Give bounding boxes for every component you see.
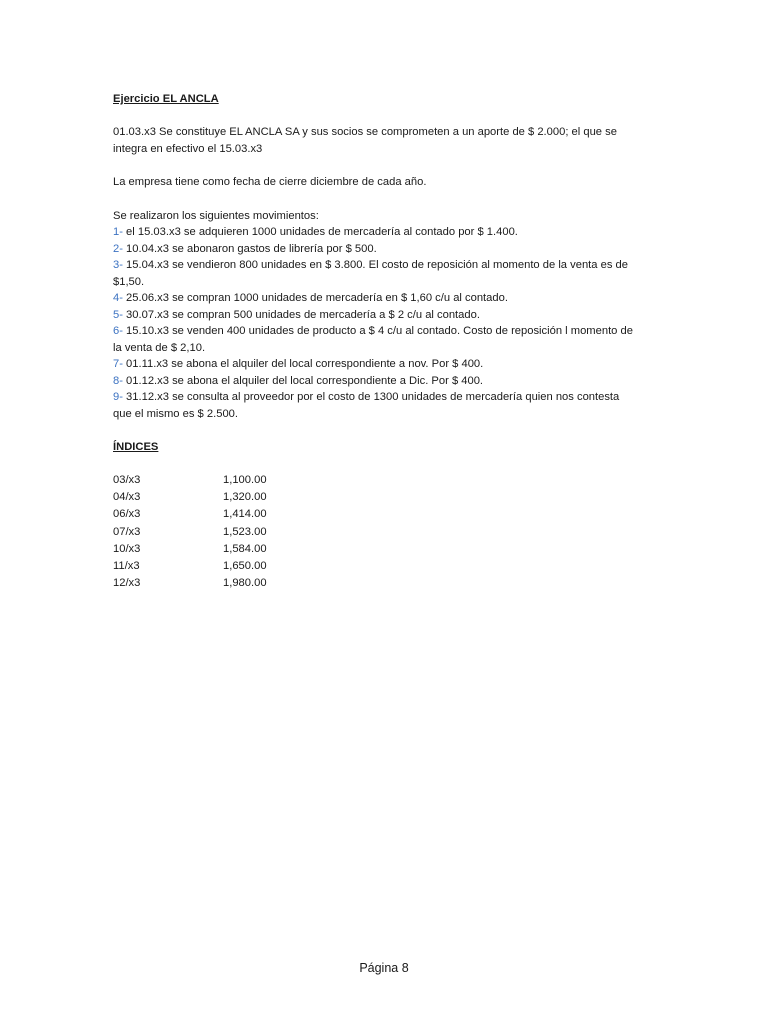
movement-number: 3-: [113, 259, 123, 271]
movement-number: 6-: [113, 325, 123, 337]
indices-heading: ÍNDICES: [113, 441, 159, 453]
movement-number: 4-: [113, 292, 123, 304]
movement-text: 30.07.x3 se compran 500 unidades de mercadería a $ 2 c/u al contado.: [122, 308, 480, 321]
movement-text: 10.04.x3 se abonaron gastos de librería por $ 500.: [122, 242, 377, 255]
movements-intro: Se realizaron los siguientes movimientos:: [113, 209, 319, 222]
movement-text: 31.12.x3 se consulta al proveedor por el costo de 1300 unidades de mercadería quien nos contesta que el mismo es $ 2.500.: [113, 391, 620, 420]
movement-item: [113, 373, 633, 390]
movement-text: 15.04.x3 se vendieron 800 unidades en $ 3.800. El costo de reposición al momento de la venta es de $1,50.: [113, 259, 628, 288]
index-value: 1,414.00: [223, 508, 267, 521]
movement-item: [113, 389, 633, 422]
index-value: 1,584.00: [223, 542, 267, 555]
table-row: [113, 506, 267, 523]
index-period: 06/x3: [113, 508, 141, 521]
index-value: 1,523.00: [223, 525, 267, 538]
movement-number: 9-: [113, 391, 123, 403]
index-period: 04/x3: [113, 491, 141, 504]
movement-item: [113, 290, 633, 307]
table-row: [113, 575, 267, 592]
index-period: 12/x3: [113, 577, 141, 590]
index-value: 1,980.00: [223, 577, 267, 590]
index-value: 1,650.00: [223, 560, 267, 573]
movement-item: [113, 241, 633, 258]
movement-text: 01.12.x3 se abona el alquiler del local correspondiente a Dic. Por $ 400.: [122, 374, 484, 387]
closing-date-paragraph: La empresa tiene como fecha de cierre diciembre de cada año.: [113, 176, 427, 188]
intro-paragraph: 01.03.x3 Se constituye EL ANCLA SA y sus socios se comprometen a un aporte de $ 2.000; el que se integra en efectivo el 15.03.x3: [113, 126, 617, 155]
page-number-footer: Página 8: [359, 961, 409, 975]
movement-item: [113, 356, 633, 373]
indices-table: [113, 472, 267, 592]
movement-item: [113, 323, 633, 356]
table-row: [113, 472, 267, 489]
movement-text: el 15.03.x3 se adquieren 1000 unidades de mercadería al contado por $ 1.400.: [122, 226, 518, 238]
movement-number: 2-: [113, 242, 123, 255]
movement-text: 25.06.x3 se compran 1000 unidades de mercadería en $ 1,60 c/u al contado.: [122, 292, 508, 304]
table-row: [113, 558, 267, 575]
table-row: [113, 489, 267, 506]
index-period: 07/x3: [113, 525, 141, 538]
index-period: 11/x3: [113, 560, 140, 573]
movement-item: [113, 224, 633, 241]
movement-number: 5-: [113, 308, 123, 321]
movements-list: [113, 224, 633, 422]
index-value: 1,320.00: [223, 491, 267, 504]
index-value: 1,100.00: [223, 474, 267, 486]
movement-item: [113, 257, 633, 290]
index-period: 10/x3: [113, 542, 141, 555]
index-period: 03/x3: [113, 474, 141, 486]
movement-text: 01.11.x3 se abona el alquiler del local correspondiente a nov. Por $ 400.: [122, 358, 484, 370]
table-row: [113, 524, 267, 541]
movement-text: 15.10.x3 se venden 400 unidades de producto a $ 4 c/u al contado. Costo de reposición l momento de la venta de $ 2,10.: [113, 325, 633, 354]
table-row: [113, 541, 267, 558]
page-content: [113, 91, 633, 592]
movement-number: 8-: [113, 374, 123, 387]
movement-item: [113, 307, 633, 324]
movement-number: 1-: [113, 226, 123, 238]
movement-number: 7-: [113, 358, 123, 370]
exercise-title: Ejercicio EL ANCLA: [113, 93, 219, 105]
